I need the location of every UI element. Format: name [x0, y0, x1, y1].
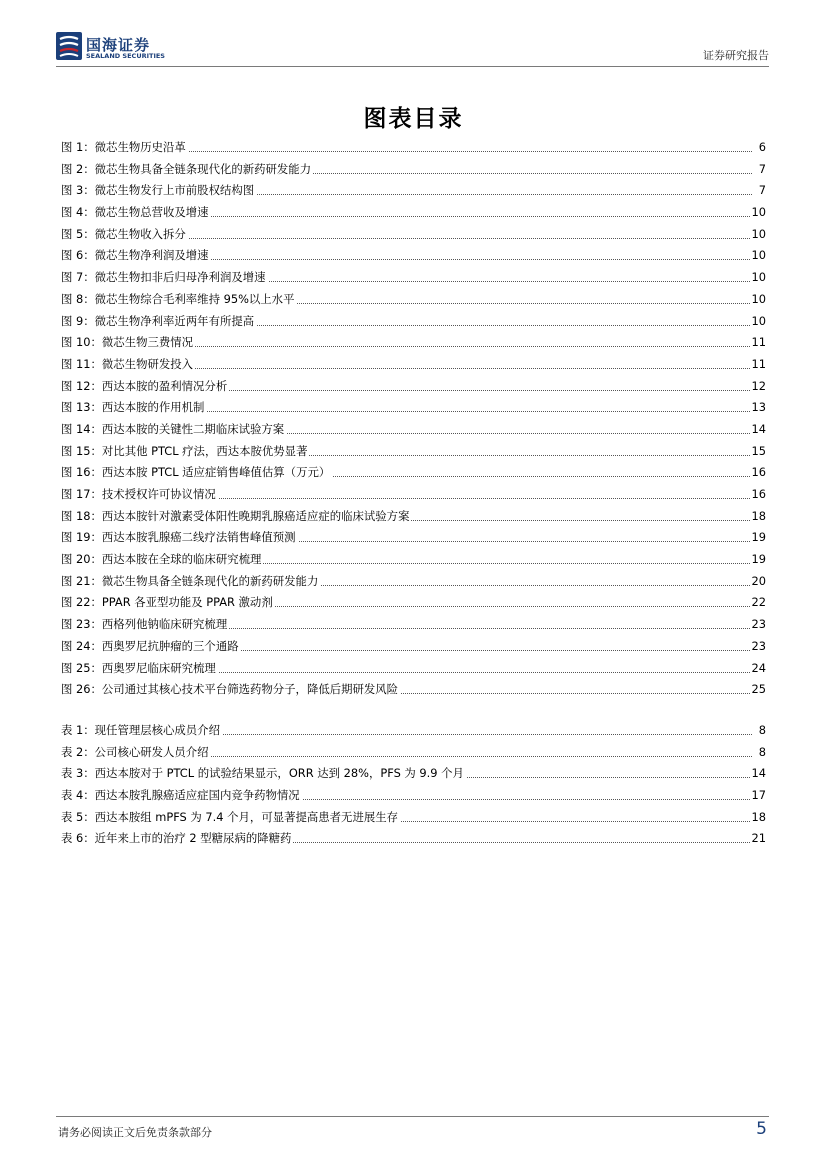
- toc-entry-text: [61, 137, 188, 159]
- logo-cn-text: 国海证券: [86, 36, 151, 54]
- toc-entry-title: 公司核心研发人员介绍: [94, 744, 209, 759]
- page-title: 图表目录: [363, 106, 464, 132]
- toc-entry-page: 14: [750, 763, 767, 785]
- toc-entry-title: 西达本胺在全球的临床研究梳理: [101, 552, 262, 567]
- toc-entry-title: 西达本胺对于 PTCL 的试验结果显示，ORR 达到 28%，PFS 为 9.9 个月: [94, 766, 464, 781]
- table-toc-row[interactable]: [61, 785, 766, 807]
- toc-entry-page: 19: [750, 527, 767, 549]
- figure-toc-row[interactable]: [61, 506, 766, 528]
- toc-entry-label: 图 24：: [61, 638, 102, 653]
- toc-entry-text: [61, 506, 411, 528]
- toc-entry-text: [61, 636, 241, 658]
- page-header: [56, 30, 769, 66]
- toc-entry-label: 图 13：: [61, 400, 102, 415]
- footer-disclaimer: 请务必阅读正文后免责条款部分: [58, 1126, 212, 1139]
- toc-entry-page: 12: [750, 376, 767, 398]
- toc-entry-text: [61, 527, 298, 549]
- toc-entry-title: 微芯生物收入拆分: [94, 226, 186, 241]
- toc-entry-title: 微芯生物综合毛利率维持 95%以上水平: [94, 291, 295, 306]
- toc-entry-page: 25: [750, 679, 767, 701]
- figure-toc-row[interactable]: [61, 679, 766, 701]
- figure-toc-row[interactable]: [61, 245, 766, 267]
- figure-list: [61, 137, 766, 701]
- toc-entry-label: 图 26：: [61, 682, 102, 697]
- toc-entry-label: 图 10：: [61, 335, 102, 350]
- toc-entry-page: 10: [750, 311, 767, 333]
- toc-entry-page: 21: [750, 828, 767, 850]
- toc-entry-text: [61, 354, 195, 376]
- toc-entry-page: 17: [750, 785, 767, 807]
- toc-entry-page: 11: [750, 354, 767, 376]
- toc-entry-page: 7: [757, 159, 766, 181]
- toc-entry-title: 微芯生物三费情况: [101, 335, 194, 350]
- figure-toc-row[interactable]: [61, 180, 766, 202]
- toc-entry-text: [61, 549, 263, 571]
- toc-entry-label: 图 11：: [61, 356, 102, 371]
- toc-entry-text: [61, 720, 222, 742]
- toc-entry-text: [61, 614, 229, 636]
- toc-entry-page: 23: [750, 614, 767, 636]
- toc-entry-label: 图 6：: [61, 248, 95, 263]
- toc-entry-title: 西格列他钠临床研究梳理: [101, 617, 228, 632]
- logo-en-text: SEALAND SECURITIES: [86, 52, 165, 60]
- toc-entry-text: [61, 289, 296, 311]
- sealand-logo-icon: [56, 32, 82, 60]
- toc-entry-label: 图 1：: [61, 140, 95, 154]
- toc-entry-page: 13: [750, 397, 767, 419]
- toc-entry-title: 西奥罗尼临床研究梳理: [101, 660, 216, 675]
- toc-entry-title: 西达本胺的盈利情况分析: [101, 378, 228, 393]
- toc-entry-text: [61, 245, 211, 267]
- toc-entry-text: [61, 742, 211, 764]
- table-toc-row[interactable]: [61, 763, 766, 785]
- header-divider: [56, 66, 769, 67]
- toc-entry-text: [61, 763, 466, 785]
- figure-toc-row[interactable]: [61, 311, 766, 333]
- toc-entry-label: 表 3：: [61, 766, 95, 781]
- figure-toc-row[interactable]: [61, 462, 766, 484]
- toc-entry-title: 公司通过其核心技术平台筛选药物分子，降低后期研发风险: [101, 682, 399, 697]
- figure-toc-row[interactable]: [61, 202, 766, 224]
- toc-entry-label: 图 21：: [61, 573, 102, 588]
- toc-entry-page: 18: [750, 506, 767, 528]
- toc-entry-title: 微芯生物发行上市前股权结构图: [94, 183, 255, 198]
- toc-entry-page: 22: [750, 592, 767, 614]
- toc-entry-page: 18: [750, 807, 767, 829]
- toc-entry-text: [61, 267, 268, 289]
- toc-entry-page: 10: [750, 267, 767, 289]
- company-logo: [56, 30, 256, 64]
- toc-entry-text: [61, 658, 218, 680]
- toc-entry-label: 表 1：: [61, 723, 95, 737]
- figure-toc-row[interactable]: [61, 354, 766, 376]
- toc-entry-label: 表 5：: [61, 809, 95, 824]
- toc-entry-title: 西达本胺的关键性二期临床试验方案: [101, 421, 285, 436]
- toc-entry-title: 技术授权许可协议情况: [101, 487, 216, 501]
- toc-entry-label: 图 25：: [61, 660, 102, 675]
- toc-entry-title: 西达本胺 PTCL 适应症销售峰值估算（万元）: [101, 465, 331, 480]
- toc-entry-label: 图 9：: [61, 313, 95, 328]
- table-toc-row[interactable]: [61, 828, 766, 850]
- figure-toc-row[interactable]: [61, 397, 766, 419]
- figure-toc-row[interactable]: [61, 636, 766, 658]
- toc-entry-label: 图 17：: [61, 487, 102, 501]
- toc-entry-label: 图 16：: [61, 465, 102, 480]
- report-type-label: 证券研究报告: [703, 49, 769, 62]
- toc-entry-text: [61, 828, 293, 850]
- toc-entry-text: [61, 441, 309, 463]
- toc-entry-text: [61, 807, 400, 829]
- figure-toc-row[interactable]: [61, 224, 766, 246]
- table-toc-row[interactable]: [61, 720, 766, 742]
- figure-toc-row[interactable]: [61, 441, 766, 463]
- figure-toc-row[interactable]: [61, 484, 766, 506]
- toc-entry-title: 微芯生物历史沿革: [94, 140, 186, 154]
- toc-entry-label: 图 12：: [61, 378, 102, 393]
- figure-toc-row[interactable]: [61, 571, 766, 593]
- toc-entry-page: 15: [750, 441, 767, 463]
- figure-toc-row[interactable]: [61, 376, 766, 398]
- toc-entry-title: 微芯生物总营收及增速: [94, 205, 209, 220]
- toc-entry-label: 图 2：: [61, 161, 95, 176]
- toc-entry-page: 6: [757, 137, 766, 159]
- toc-entry-text: [61, 785, 302, 807]
- toc-entry-label: 图 18：: [61, 508, 102, 523]
- figure-toc-row[interactable]: [61, 549, 766, 571]
- toc-entry-title: 西达本胺乳腺癌二线疗法销售峰值预测: [101, 530, 296, 545]
- toc-entry-page: 16: [750, 462, 767, 484]
- toc-entry-page: 19: [750, 549, 767, 571]
- toc-entry-text: [61, 484, 218, 506]
- figure-toc-row[interactable]: [61, 332, 766, 354]
- toc-entry-page: 10: [750, 224, 767, 246]
- figure-toc-row[interactable]: [61, 527, 766, 549]
- footer-divider: [56, 1116, 769, 1117]
- toc-entry-text: [61, 679, 400, 701]
- figure-toc-row[interactable]: [61, 658, 766, 680]
- figure-toc-row[interactable]: [61, 614, 766, 636]
- toc-entry-title: PPAR 各亚型功能及 PPAR 激动剂: [101, 595, 273, 610]
- toc-entry-text: [61, 332, 195, 354]
- figure-toc-row[interactable]: [61, 137, 766, 159]
- toc-entry-label: 图 22：: [61, 595, 102, 610]
- toc-entry-title: 微芯生物扣非后归母净利润及增速: [94, 270, 266, 285]
- toc-entry-title: 西达本胺针对激素受体阳性晚期乳腺癌适应症的临床试验方案: [101, 508, 410, 523]
- toc-entry-label: 图 8：: [61, 291, 95, 306]
- toc-entry-page: 8: [757, 742, 766, 764]
- toc-entry-label: 图 23：: [61, 617, 102, 632]
- figure-toc-row[interactable]: [61, 159, 766, 181]
- toc-entry-page: 16: [750, 484, 767, 506]
- toc-entry-title: 西达本胺的作用机制: [101, 400, 205, 415]
- toc-entry-label: 图 20：: [61, 552, 102, 567]
- toc-entry-page: 23: [750, 636, 767, 658]
- toc-entry-text: [61, 311, 256, 333]
- toc-entry-text: [61, 202, 211, 224]
- toc-entry-text: [61, 419, 286, 441]
- toc-entry-label: 图 3：: [61, 183, 95, 198]
- toc-entry-page: 10: [750, 289, 767, 311]
- toc-entry-page: 10: [750, 202, 767, 224]
- toc-entry-page: 11: [750, 332, 767, 354]
- toc-entry-label: 图 5：: [61, 226, 95, 241]
- toc-entry-text: [61, 571, 320, 593]
- toc-entry-label: 图 15：: [61, 443, 102, 458]
- toc-entry-page: 14: [750, 419, 767, 441]
- toc-entry-text: [61, 159, 313, 181]
- figure-toc-row[interactable]: [61, 267, 766, 289]
- toc-entry-text: [61, 592, 275, 614]
- page-number: 5: [756, 1119, 767, 1139]
- toc-entry-title: 对比其他 PTCL 疗法，西达本胺优势显著: [101, 443, 308, 458]
- toc-entry-page: 7: [757, 180, 766, 202]
- toc-entry-title: 近年来上市的治疗 2 型糖尿病的降糖药: [94, 831, 292, 846]
- toc-entry-label: 表 6：: [61, 831, 95, 846]
- toc-entry-label: 图 4：: [61, 205, 95, 220]
- toc-entry-page: 10: [750, 245, 767, 267]
- toc-entry-title: 西达本胺组 mPFS 为 7.4 个月，可显著提高患者无进展生存: [94, 809, 399, 824]
- toc-entry-label: 图 14：: [61, 421, 102, 436]
- toc-entry-title: 微芯生物净利率近两年有所提高: [94, 313, 255, 328]
- table-toc-row[interactable]: [61, 742, 766, 764]
- toc-entry-page: 24: [750, 658, 767, 680]
- toc-entry-label: 图 19：: [61, 530, 102, 545]
- table-toc-row[interactable]: [61, 807, 766, 829]
- toc-entry-text: [61, 180, 256, 202]
- toc-entry-title: 现任管理层核心成员介绍: [94, 723, 220, 737]
- toc-entry-title: 微芯生物净利润及增速: [94, 248, 209, 263]
- table-list: [61, 720, 766, 850]
- toc-entry-title: 西达本胺乳腺癌适应症国内竞争药物情况: [94, 788, 300, 803]
- toc-entry-page: 8: [757, 720, 766, 742]
- toc-entry-text: [61, 397, 206, 419]
- toc-entry-title: 微芯生物研发投入: [101, 356, 194, 371]
- toc-entry-label: 图 7：: [61, 270, 95, 285]
- figure-toc-row[interactable]: [61, 419, 766, 441]
- figure-toc-row[interactable]: [61, 592, 766, 614]
- toc-entry-page: 20: [750, 571, 767, 593]
- figure-toc-row[interactable]: [61, 289, 766, 311]
- toc-entry-title: 微芯生物具备全链条现代化的新药研发能力: [101, 573, 319, 588]
- toc-entry-label: 表 2：: [61, 744, 95, 759]
- toc-entry-title: 西奥罗尼抗肿瘤的三个通路: [101, 638, 239, 653]
- toc-entry-text: [61, 462, 332, 484]
- toc-entry-label: 表 4：: [61, 788, 95, 803]
- toc-entry-text: [61, 224, 188, 246]
- toc-entry-title: 微芯生物具备全链条现代化的新药研发能力: [94, 161, 312, 176]
- toc-entry-text: [61, 376, 229, 398]
